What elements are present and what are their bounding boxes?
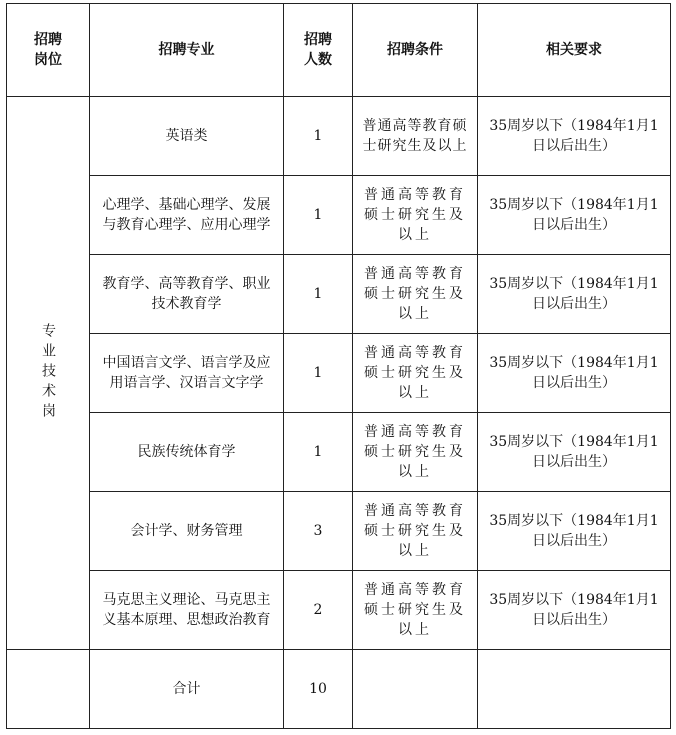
major-cell: 民族传统体育学 <box>90 413 284 492</box>
major-cell: 英语类 <box>90 97 284 176</box>
recruitment-table <box>6 3 671 729</box>
major-cell: 马克思主义理论、马克思主义基本原理、思想政治教育 <box>90 571 284 650</box>
count-cell: 2 <box>284 571 353 650</box>
major-cell: 中国语言文学、语言学及应用语言学、汉语言文字学 <box>90 334 284 413</box>
requirement-cell: 35周岁以下（1984年1月1日以后出生） <box>478 571 671 650</box>
post-cell <box>7 97 90 650</box>
requirement-cell: 35周岁以下（1984年1月1日以后出生） <box>478 413 671 492</box>
major-cell: 教育学、高等教育学、职业技术教育学 <box>90 255 284 334</box>
table-row <box>7 334 671 413</box>
count-cell: 3 <box>284 492 353 571</box>
count-cell: 1 <box>284 334 353 413</box>
header-major: 招聘专业 <box>90 4 284 97</box>
condition-cell: 普通高等教育硕士研究生及以上 <box>353 176 478 255</box>
requirement-cell: 35周岁以下（1984年1月1日以后出生） <box>478 176 671 255</box>
post-name: 专业技术岗 <box>40 323 56 423</box>
condition-cell: 普通高等教育硕士研究生及以上 <box>353 413 478 492</box>
header-count: 招聘 人数 <box>284 4 353 97</box>
requirement-cell: 35周岁以下（1984年1月1日以后出生） <box>478 334 671 413</box>
condition-cell: 普通高等教育硕士研究生及以上 <box>353 334 478 413</box>
condition-cell: 普通高等教育硕士研究生及以上 <box>353 492 478 571</box>
table-row <box>7 492 671 571</box>
header-condition: 招聘条件 <box>353 4 478 97</box>
requirement-cell: 35周岁以下（1984年1月1日以后出生） <box>478 97 671 176</box>
major-cell: 会计学、财务管理 <box>90 492 284 571</box>
total-empty-cell <box>353 650 478 729</box>
table-row <box>7 413 671 492</box>
header-post: 招聘 岗位 <box>7 4 90 97</box>
total-row <box>7 650 671 729</box>
requirement-cell: 35周岁以下（1984年1月1日以后出生） <box>478 492 671 571</box>
table-row <box>7 97 671 176</box>
count-cell: 1 <box>284 97 353 176</box>
condition-cell: 普通高等教育硕士研究生及以上 <box>353 571 478 650</box>
table-row <box>7 255 671 334</box>
header-requirement: 相关要求 <box>478 4 671 97</box>
table-row <box>7 571 671 650</box>
total-empty-cell <box>478 650 671 729</box>
total-label: 合计 <box>90 650 284 729</box>
table-row <box>7 176 671 255</box>
header-row <box>7 4 671 97</box>
total-empty-cell <box>7 650 90 729</box>
condition-cell: 普通高等教育硕士研究生及以上 <box>353 97 478 176</box>
total-count: 10 <box>284 650 353 729</box>
requirement-cell: 35周岁以下（1984年1月1日以后出生） <box>478 255 671 334</box>
count-cell: 1 <box>284 413 353 492</box>
condition-cell: 普通高等教育硕士研究生及以上 <box>353 255 478 334</box>
count-cell: 1 <box>284 255 353 334</box>
count-cell: 1 <box>284 176 353 255</box>
major-cell: 心理学、基础心理学、发展与教育心理学、应用心理学 <box>90 176 284 255</box>
